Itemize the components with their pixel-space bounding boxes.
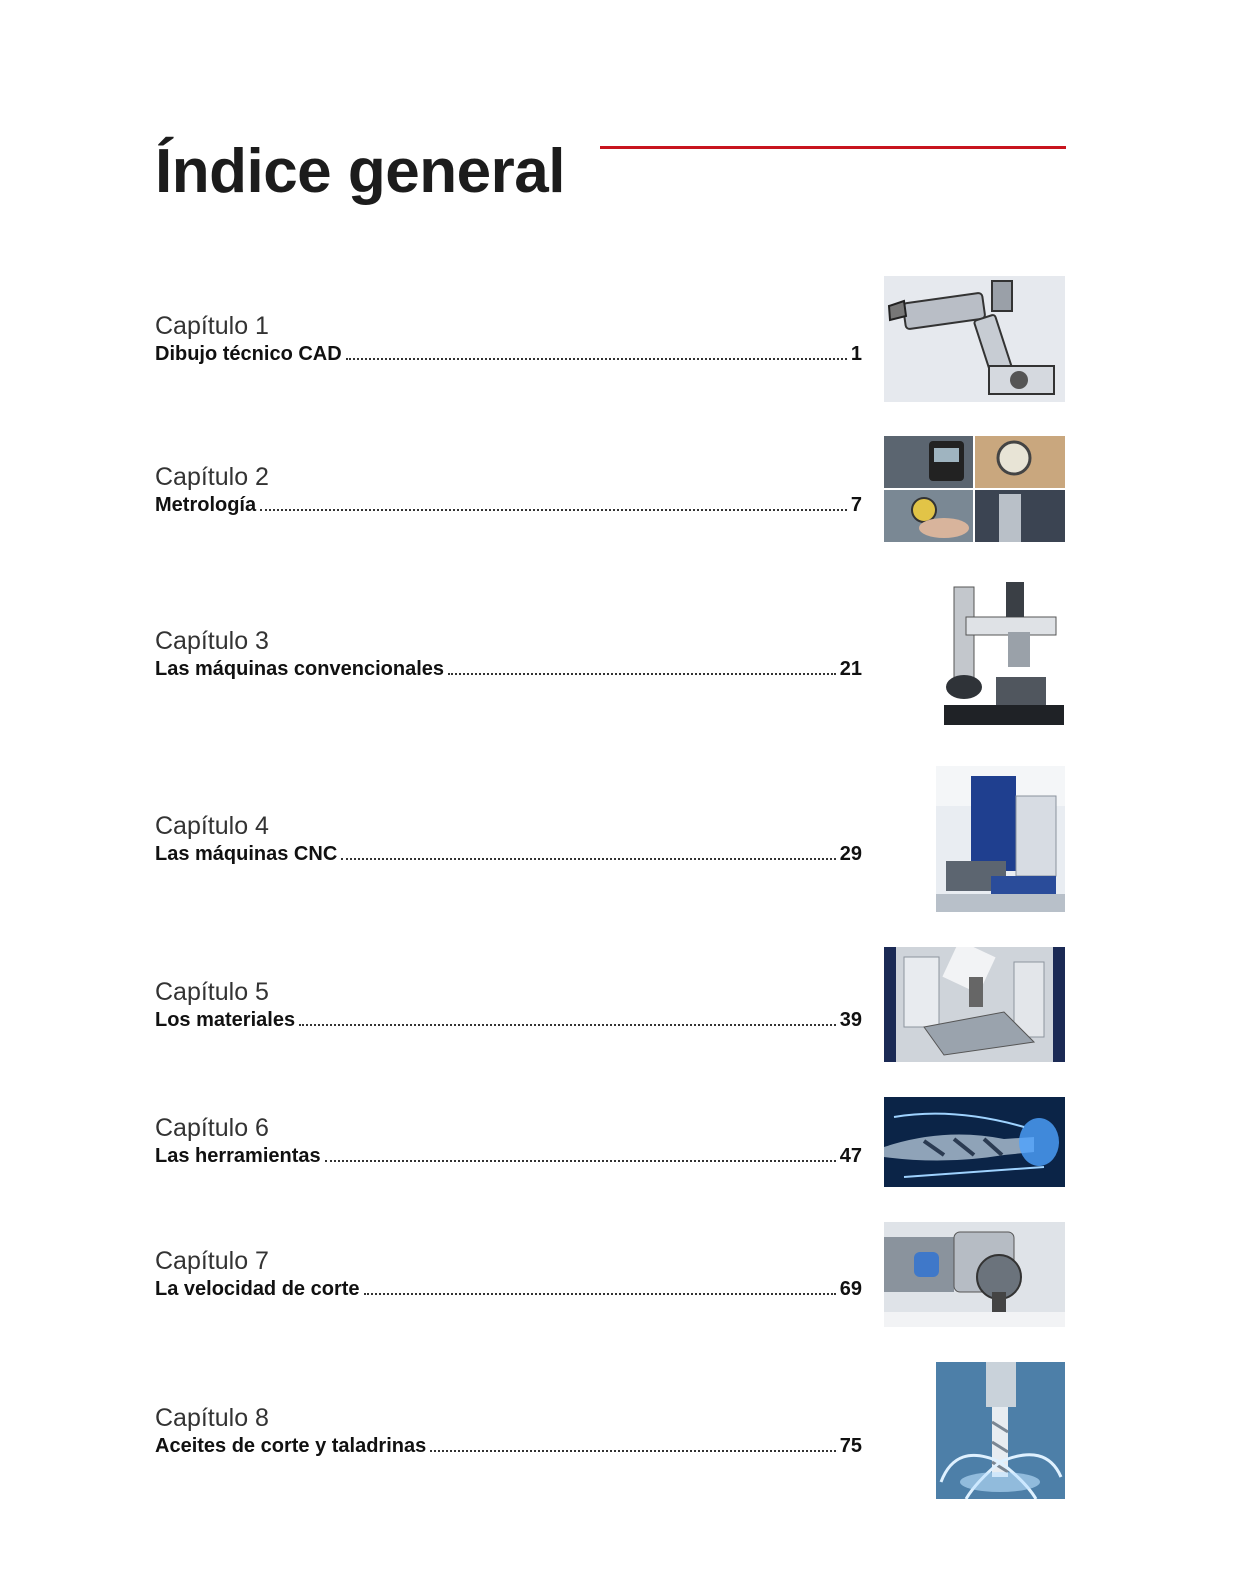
dot-leader (364, 1293, 836, 1295)
measuring-instruments-icon (884, 436, 1065, 542)
page-number: 69 (839, 1278, 862, 1300)
toc-entry-8[interactable] (155, 1403, 862, 1459)
coolant-splash-icon (936, 1362, 1065, 1499)
chapter-label: Capítulo 5 (155, 978, 269, 1006)
dot-leader (341, 858, 835, 860)
page-number: 75 (839, 1435, 862, 1457)
chapter-title[interactable]: Las máquinas convencionales (155, 658, 444, 680)
chapter-label: Capítulo 8 (155, 1404, 269, 1432)
chapter-label: Capítulo 3 (155, 627, 269, 655)
chapter-title[interactable]: Las herramientas (155, 1145, 321, 1167)
toc-entry-7[interactable] (155, 1246, 862, 1302)
milling-spindle-icon (884, 1222, 1065, 1327)
chapter-title[interactable]: Los materiales (155, 1009, 296, 1031)
toc-entry-2[interactable] (155, 462, 862, 518)
chapter-label: Capítulo 7 (155, 1247, 269, 1275)
page-number: 47 (839, 1145, 862, 1167)
dot-leader (448, 673, 836, 675)
title-rule (600, 146, 1066, 149)
robot-arm-cad-icon (884, 276, 1065, 402)
chapter-title[interactable]: Metrología (155, 494, 257, 516)
chapter-title[interactable]: Las máquinas CNC (155, 843, 338, 865)
toc-entry-1[interactable] (155, 311, 862, 367)
toc-entry-6[interactable] (155, 1113, 862, 1169)
page-title: Índice general (155, 136, 565, 206)
chapter-label: Capítulo 2 (155, 463, 269, 491)
chapter-title[interactable]: La velocidad de corte (155, 1278, 360, 1300)
page-number: 29 (839, 843, 862, 865)
toc-entry-5[interactable] (155, 977, 862, 1033)
chapter-label: Capítulo 6 (155, 1114, 269, 1142)
cnc-machine-icon (936, 766, 1065, 912)
toc-entry-3[interactable] (155, 626, 862, 682)
page-number: 39 (839, 1009, 862, 1031)
drill-bit-fist-icon (884, 1097, 1065, 1187)
page-number: 21 (839, 658, 862, 680)
dot-leader (325, 1160, 836, 1162)
dot-leader (430, 1450, 836, 1452)
dot-leader (260, 509, 847, 511)
machining-part-icon (884, 947, 1065, 1062)
chapter-title[interactable]: Dibujo técnico CAD (155, 343, 342, 365)
page-number: 7 (850, 494, 862, 516)
toc-entry-4[interactable] (155, 811, 862, 867)
dot-leader (346, 358, 847, 360)
dot-leader (299, 1024, 836, 1026)
page-number: 1 (850, 343, 862, 365)
chapter-label: Capítulo 4 (155, 812, 269, 840)
radial-drill-icon (936, 577, 1065, 731)
chapter-label: Capítulo 1 (155, 312, 269, 340)
chapter-title[interactable]: Aceites de corte y taladrinas (155, 1435, 427, 1457)
